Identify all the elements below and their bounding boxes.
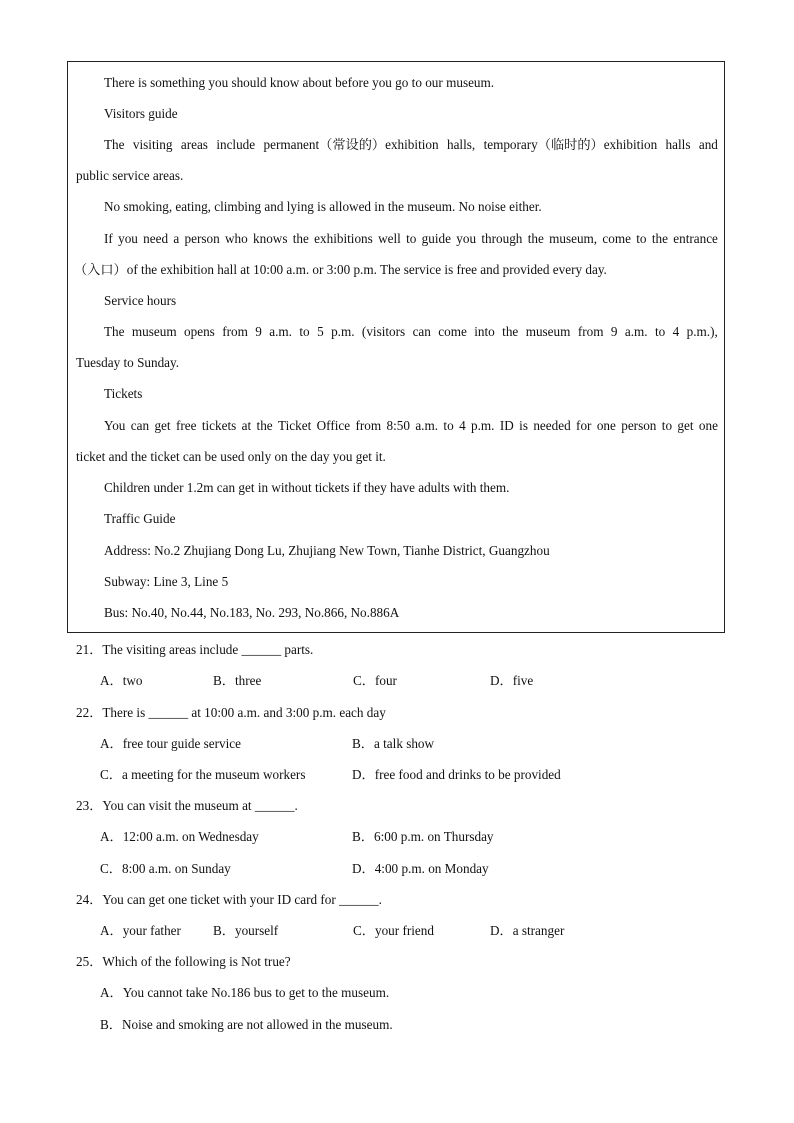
- question-21: 21．The visiting areas include ______ parts.: [76, 642, 314, 657]
- tickets-heading: Tickets: [104, 386, 143, 401]
- passage-word: 9: [610, 324, 618, 339]
- passage-word: If: [104, 231, 113, 246]
- q22-option-d[interactable]: D．free food and drinks to be provided: [352, 767, 561, 782]
- q21-option-c[interactable]: C．four: [353, 673, 397, 688]
- passage-word: the: [502, 324, 519, 339]
- passage-word: from: [222, 324, 248, 339]
- service-hours-heading: Service hours: [104, 293, 177, 308]
- passage-word: ID: [499, 418, 514, 433]
- passage-word: get: [154, 418, 171, 433]
- passage-word: 5: [317, 324, 324, 339]
- passage-word: into: [474, 324, 495, 339]
- passage-word: from: [577, 324, 604, 339]
- passage-word: from: [355, 418, 382, 433]
- passage-word: visiting: [132, 137, 173, 152]
- passage-word: 4: [459, 418, 466, 433]
- question-24: 24．You can get one ticket with your ID card for ______.: [76, 892, 382, 907]
- q23-option-c[interactable]: C．8:00 a.m. on Sunday: [100, 861, 231, 876]
- q23-option-d[interactable]: D．4:00 p.m. on Monday: [352, 861, 489, 876]
- passage-word: need: [143, 231, 169, 246]
- passage-word: who: [225, 231, 248, 246]
- passage-word: to: [654, 324, 666, 339]
- reading-passage-box: [67, 61, 725, 633]
- passage-word: one: [596, 418, 616, 433]
- passage-word: for: [576, 418, 592, 433]
- passage-word: the: [651, 231, 668, 246]
- passage-word: 4: [672, 324, 680, 339]
- passage-word: to: [406, 231, 417, 246]
- passage-word: through: [481, 231, 523, 246]
- passage-word: free: [175, 418, 197, 433]
- children-rule: Children under 1.2m can get in without tickets if they have adults with them.: [104, 480, 510, 495]
- passage-word: entrance: [673, 231, 718, 246]
- passage-word: to: [661, 418, 673, 433]
- passage-word: halls: [665, 137, 691, 152]
- q24-option-b[interactable]: B．yourself: [213, 923, 279, 938]
- passage-word: You: [104, 418, 126, 433]
- passage-intro: There is something you should know about before you go to our museum.: [104, 75, 495, 90]
- passage-word: 8:50: [386, 418, 410, 433]
- guide-service-line1: [104, 231, 718, 247]
- q21-option-a[interactable]: A．two: [100, 673, 143, 688]
- passage-word: exhibitions: [314, 231, 373, 246]
- question-23: 23．You can visit the museum at ______.: [76, 798, 298, 813]
- q25-option-b[interactable]: B．Noise and smoking are not allowed in the museum.: [100, 1017, 393, 1032]
- passage-word: well: [378, 231, 401, 246]
- passage-word: person: [184, 231, 220, 246]
- passage-word: needed: [533, 418, 571, 433]
- passage-word: a.m.: [624, 324, 648, 339]
- visiting-areas-line1: [104, 137, 718, 153]
- tickets-line2: ticket and the ticket can be used only on the day you get it.: [76, 449, 386, 464]
- passage-word: opens: [184, 324, 215, 339]
- passage-word: p.m.: [471, 418, 495, 433]
- passage-word: tickets: [201, 418, 237, 433]
- passage-word: areas: [180, 137, 208, 152]
- passage-word: come: [602, 231, 631, 246]
- passage-word: the: [256, 418, 273, 433]
- museum-rules: No smoking, eating, climbing and lying is allowed in the museum. No noise either.: [104, 199, 542, 214]
- passage-word: The: [104, 324, 125, 339]
- q24-option-a[interactable]: A．your father: [100, 923, 181, 938]
- passage-word: halls,: [446, 137, 476, 152]
- passage-word: Ticket: [278, 418, 312, 433]
- passage-word: a: [173, 231, 180, 246]
- passage-word: to: [636, 231, 647, 246]
- museum-address: Address: No.2 Zhujiang Dong Lu, Zhujiang New Town, Tianhe District, Guangzhou: [104, 543, 550, 558]
- passage-word: the: [292, 231, 309, 246]
- passage-word: person: [621, 418, 657, 433]
- bus-lines: Bus: No.40, No.44, No.183, No. 293, No.866, No.886A: [104, 605, 400, 620]
- passage-word: p.m.: [331, 324, 355, 339]
- subway-lines: Subway: Line 3, Line 5: [104, 574, 229, 589]
- passage-word: permanent（常设的）exhibition: [263, 137, 439, 152]
- passage-word: Office: [316, 418, 351, 433]
- passage-word: a.m.: [269, 324, 292, 339]
- passage-word: you: [118, 231, 138, 246]
- opening-hours-line2: Tuesday to Sunday.: [76, 355, 180, 370]
- passage-word: one: [698, 418, 718, 433]
- q24-option-d[interactable]: D．a stranger: [490, 923, 565, 938]
- passage-word: the: [527, 231, 544, 246]
- passage-word: 9: [255, 324, 262, 339]
- passage-word: get: [677, 418, 694, 433]
- passage-word: (visitors: [361, 324, 406, 339]
- passage-word: to: [299, 324, 310, 339]
- passage-word: museum: [525, 324, 571, 339]
- passage-word: come: [438, 324, 467, 339]
- passage-word: and: [698, 137, 718, 152]
- q22-option-a[interactable]: A．free tour guide service: [100, 736, 241, 751]
- visiting-areas-line2: public service areas.: [76, 168, 184, 183]
- q21-option-b[interactable]: B．three: [213, 673, 262, 688]
- q22-option-c[interactable]: C．a meeting for the museum workers: [100, 767, 306, 782]
- tickets-line1: [104, 418, 718, 434]
- q25-option-a[interactable]: A．You cannot take No.186 bus to get to the museum.: [100, 985, 390, 1000]
- passage-word: can: [130, 418, 150, 433]
- traffic-guide-heading: Traffic Guide: [104, 511, 176, 526]
- passage-word: guide: [421, 231, 451, 246]
- passage-word: museum: [131, 324, 177, 339]
- q23-option-b[interactable]: B．6:00 p.m. on Thursday: [352, 829, 494, 844]
- q24-option-c[interactable]: C．your friend: [353, 923, 434, 938]
- q23-option-a[interactable]: A．12:00 a.m. on Wednesday: [100, 829, 259, 844]
- passage-word: you: [456, 231, 477, 246]
- guide-service-line2: （入口）of the exhibition hall at 10:00 a.m. or 3:00 p.m. The service is free and provided every day.: [74, 262, 607, 277]
- passage-word: to: [443, 418, 454, 433]
- passage-word: The: [104, 137, 125, 152]
- passage-word: include: [216, 137, 256, 152]
- opening-hours-line1: [104, 324, 718, 340]
- passage-word: p.m.),: [686, 324, 718, 339]
- passage-word: at: [241, 418, 252, 433]
- q21-option-d[interactable]: D．five: [490, 673, 534, 688]
- q22-option-b[interactable]: B．a talk show: [352, 736, 435, 751]
- passage-word: is: [519, 418, 528, 433]
- passage-word: a.m.: [415, 418, 439, 433]
- passage-word: can: [412, 324, 431, 339]
- passage-word: knows: [253, 231, 288, 246]
- passage-word: temporary（临时的）exhibition: [483, 137, 658, 152]
- question-22: 22．There is ______ at 10:00 a.m. and 3:00 p.m. each day: [76, 705, 386, 720]
- question-25: 25．Which of the following is Not true?: [76, 954, 291, 969]
- passage-word: museum,: [549, 231, 598, 246]
- visitors-guide-heading: Visitors guide: [104, 106, 178, 121]
